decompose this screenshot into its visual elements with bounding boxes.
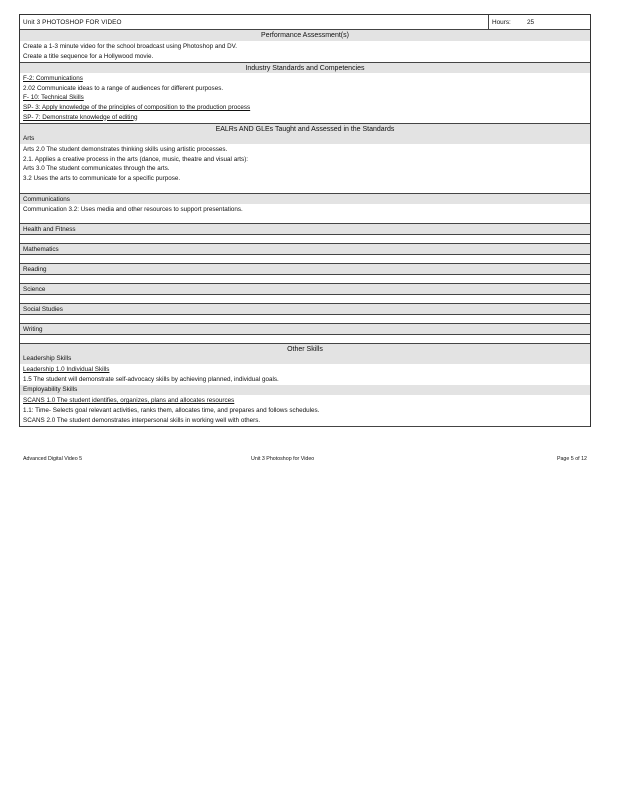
mathematics-section xyxy=(20,254,590,263)
communications-section xyxy=(20,204,590,224)
standards-table xyxy=(19,14,591,427)
industry-line: SP- 7: Demonstrate knowledge of editing xyxy=(23,113,138,121)
arts-line: Arts 3.0 The student communicates through the arts. xyxy=(23,165,170,173)
writing-label: Writing xyxy=(20,323,590,334)
employability-line: 1.1: Time- Selects goal relevant activities, ranks them, allocates time, and prepares and follows schedules. xyxy=(23,406,320,414)
health-section xyxy=(20,234,590,243)
footer-unit: Unit 3 Photoshop for Video xyxy=(251,456,315,462)
leadership-line: 1.5 The student will demonstrate self-advocacy skills by achieving planned, individual goals. xyxy=(23,375,279,383)
industry-section xyxy=(20,73,590,123)
performance-line: Create a title sequence for a Hollywood movie. xyxy=(23,52,154,60)
page-footer xyxy=(23,454,587,464)
industry-heading: Industry Standards and Competencies xyxy=(20,62,590,73)
reading-label: Reading xyxy=(20,263,590,274)
reading-section xyxy=(20,274,590,283)
leadership-section xyxy=(20,364,590,385)
arts-section xyxy=(20,144,590,192)
ealrs-heading: EALRs AND GLEs Taught and Assessed in the Standards xyxy=(20,123,590,134)
mathematics-label: Mathematics xyxy=(20,243,590,254)
hours-label: Hours: xyxy=(492,19,511,26)
social-studies-section xyxy=(20,314,590,323)
industry-line: SP- 3: Apply knowledge of the principles of composition to the production process xyxy=(23,103,251,111)
writing-section xyxy=(20,334,590,343)
hours-cell xyxy=(488,15,590,30)
hours-value: 25 xyxy=(527,19,535,26)
footer-course: Advanced Digital Video 5 xyxy=(23,456,83,462)
footer-page-number: Page 5 of 12 xyxy=(556,456,587,462)
arts-line: Arts 2.0 The student demonstrates thinking skills using artistic processes. xyxy=(23,146,228,154)
employability-section xyxy=(20,395,590,426)
employability-label: Employability Skills xyxy=(20,385,590,395)
leadership-label: Leadership Skills xyxy=(20,354,590,364)
employability-line: SCANS 1.0 The student identifies, organizes, plans and allocates resources xyxy=(23,397,235,405)
industry-line: F-2: Communications xyxy=(23,75,83,83)
unit-header xyxy=(20,15,590,30)
industry-line: F- 10: Technical Skills xyxy=(23,94,84,102)
unit-title: Unit 3 PHOTOSHOP FOR VIDEO xyxy=(23,19,122,26)
communications-label: Communications xyxy=(20,193,590,204)
performance-heading: Performance Assessment(s) xyxy=(20,30,590,41)
science-label: Science xyxy=(20,283,590,294)
leadership-line: Leadership 1.0 Individual Skills xyxy=(23,366,110,374)
performance-line: Create a 1-3 minute video for the school broadcast using Photoshop and DV. xyxy=(23,43,237,50)
performance-section xyxy=(20,41,590,62)
other-skills-heading: Other Skills xyxy=(20,343,590,354)
health-label: Health and Fitness xyxy=(20,223,590,234)
employability-line: SCANS 2.0 The student demonstrates interpersonal skills in working well with others. xyxy=(23,416,261,424)
science-section xyxy=(20,294,590,303)
social-studies-label: Social Studies xyxy=(20,303,590,314)
industry-line: 2.02 Communicate ideas to a range of audiences for different purposes. xyxy=(23,84,224,92)
arts-label: Arts xyxy=(20,134,590,144)
arts-line: 2.1. Applies a creative process in the arts (dance, music, theatre and visual arts): xyxy=(23,155,249,163)
arts-line: 3.2 Uses the arts to communicate for a specific purpose. xyxy=(23,174,181,182)
communications-line: Communication 3.2: Uses media and other resources to support presentations. xyxy=(23,205,243,213)
